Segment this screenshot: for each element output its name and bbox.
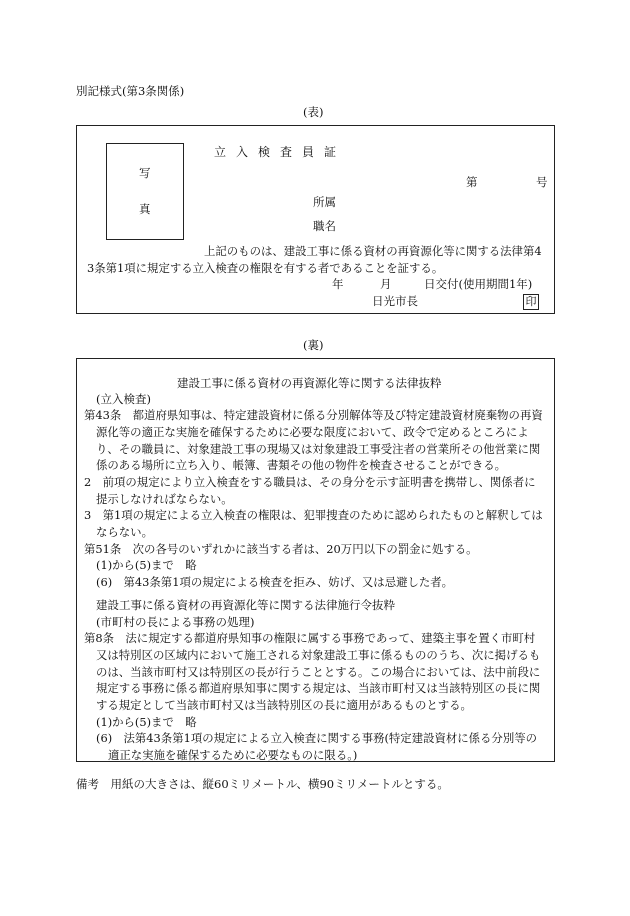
- ordinance-heading: (市町村の長による事務の処理): [96, 615, 255, 629]
- form-label: 別記様式(第3条関係): [76, 84, 185, 98]
- date-month: 月: [380, 277, 392, 291]
- number-dai: 第: [466, 175, 478, 189]
- ordinance-line: する規定として当該市町村又は当該特別区の長に適用があるものとする。: [96, 698, 472, 712]
- ordinance-line: のは、当該市町村又は特別区の長が行うこととする。この場合においては、法中前段に: [96, 665, 541, 679]
- photo-text-top: 写: [139, 166, 151, 180]
- law-line: 第51条 次の各号のいずれかに該当する者は、20万円以下の罰金に処する。: [84, 542, 478, 556]
- back-side-label: (裏): [303, 338, 324, 352]
- law-line: 係のある場所に立ち入り、帳簿、書類その他の物件を検査させることができる。: [96, 458, 507, 472]
- law-line: (6) 第43条第1項の規定による検査を拒み、妨げ、又は忌避した者。: [96, 575, 454, 589]
- ordinance-line: (6) 法第43条第1項の規定による立入検査に関する事務(特定建設資材に係る分別等の: [96, 731, 537, 745]
- law-line: ならない。: [96, 525, 153, 539]
- ordinance-line: 又は特別区の区域内において施工される対象建設工事に係るもののうち、次に掲げるも: [96, 648, 541, 662]
- position-label: 職名: [313, 219, 336, 233]
- law-line: 源化等の適正な実施を確保するために必要な限度において、政令で定めるところによ: [96, 425, 529, 439]
- seal-mark: 印: [523, 294, 539, 310]
- law-line: 提示しなければならない。: [96, 492, 233, 506]
- ordinance-title: 建設工事に係る資材の再資源化等に関する法律施行令抜粋: [96, 598, 395, 612]
- ordinance-line: 第8条 法に規定する都道府県知事の権限に属する事務であって、建築主事を置く市町村: [84, 631, 536, 645]
- date-year: 年: [332, 277, 344, 291]
- photo-placeholder: [106, 143, 184, 240]
- law-title: 建設工事に係る資材の再資源化等に関する法律抜粋: [177, 376, 442, 390]
- photo-text-bottom: 真: [139, 202, 151, 216]
- number-go: 号: [536, 175, 548, 189]
- paper-size-note: 備考 用紙の大きさは、縦60ミリメートル、横90ミリメートルとする。: [76, 777, 449, 791]
- law-line: 3 第1項の規定による立入検査の権限は、犯罪捜査のために認められたものと解釈しては: [84, 508, 543, 522]
- section-heading: (立入検査): [96, 392, 151, 406]
- card-title: 立入検査員証: [214, 145, 347, 159]
- ordinance-line: 規定する事務に係る都道府県知事に関する規定は、当該市町村又は当該特別区の長に関: [96, 681, 541, 695]
- ordinance-line: (1)から(5)まで 略: [96, 715, 197, 729]
- issuer: 日光市長: [372, 294, 418, 308]
- ordinance-line: 適正な実施を確保するために必要なものに限る。): [108, 748, 358, 762]
- date-issued: 日交付(使用期間1年): [424, 277, 533, 291]
- affiliation-label: 所属: [313, 195, 336, 209]
- law-line: 第43条 都道府県知事は、特定建設資材に係る分別解体等及び特定建設資材廃棄物の再資: [84, 408, 543, 422]
- law-line: り、その職員に、対象建設工事の現場又は対象建設工事受注者の営業所その他営業に関: [96, 442, 541, 456]
- law-line: 2 前項の規定により立入検査をする職員は、その身分を示す証明書を携帯し、関係者に: [84, 475, 536, 489]
- certification-line-1: 上記のものは、建設工事に係る資材の再資源化等に関する法律第4: [204, 244, 542, 258]
- certification-line-2: 3条第1項に規定する立入検査の権限を有する者であることを証する。: [87, 261, 444, 275]
- law-line: (1)から(5)まで 略: [96, 558, 197, 572]
- front-side-label: (表): [303, 105, 324, 119]
